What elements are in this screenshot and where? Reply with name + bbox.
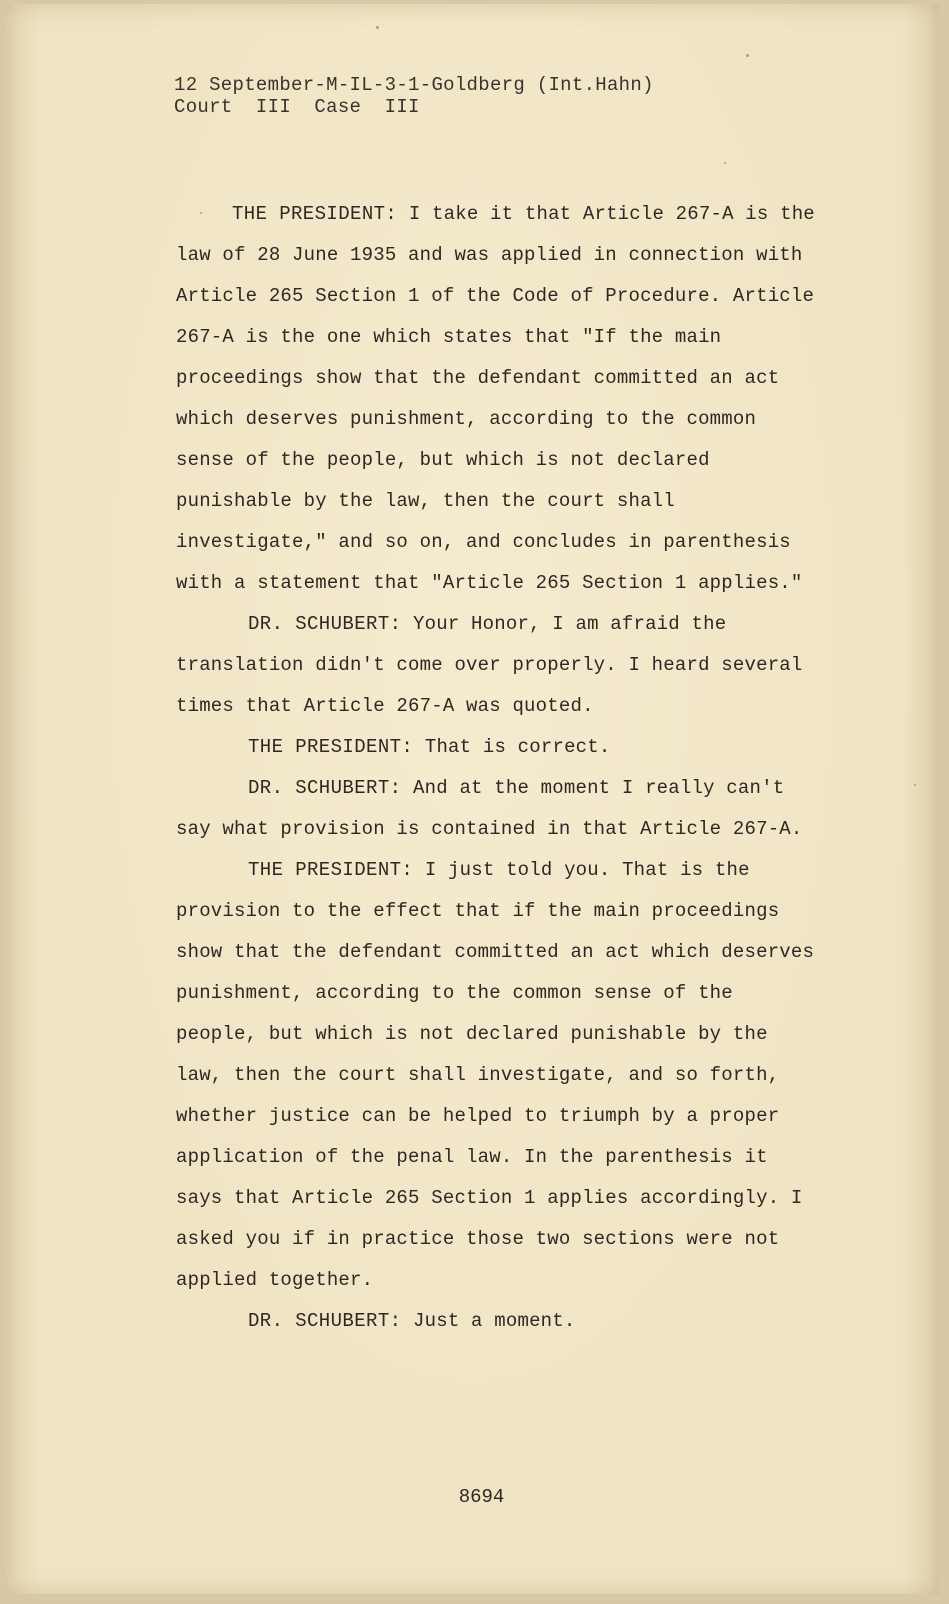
header-court-line: Court III Case III [174, 96, 420, 118]
speaker-label: DR. SCHUBERT: [248, 777, 402, 799]
transcript-page [4, 4, 939, 1594]
paragraph-president-2 [176, 727, 816, 768]
paragraph-text: Just a moment. [413, 1310, 576, 1332]
paragraph-schubert-1 [176, 604, 816, 727]
document-header [174, 74, 654, 118]
page-number: 8694 [458, 1486, 505, 1508]
speaker-label: DR. SCHUBERT: [248, 1310, 402, 1332]
paragraph-text: And at the moment I really can't say what provision is contained in that Article 267-A. [176, 777, 803, 840]
speaker-label: THE PRESIDENT: [248, 859, 414, 881]
speaker-label: DR. SCHUBERT: [248, 613, 402, 635]
paragraph-schubert-3 [176, 1301, 816, 1342]
paragraph-text: That is correct. [424, 736, 611, 758]
paper-speck [746, 54, 749, 57]
paragraph-president-1 [176, 194, 816, 604]
paragraph-text: I take it that Article 267-A is the law of 28 June 1935 and was applied in connection with Article 265 Section 1 of the Code of Procedure. Article 267-A is the one which states that "If the main proceedings show that the defendant committed an act which deserves punishment, according to the common sense of the people, but which is not declared punishable by the law, then the court shall investigate," and so on, and concludes in parenthesis with a statement that "Article 265 Section 1 applies." [176, 203, 815, 594]
speaker-label: THE PRESIDENT: [248, 736, 414, 758]
transcript-body [176, 194, 816, 1342]
paragraph-schubert-2 [176, 768, 816, 850]
paragraph-text: I just told you. That is the provision to the effect that if the main proceedings show that the defendant committed an act which deserves punishment, according to the common sense of the people, but which is not declared punishable by the law, then the court shall investigate, and so forth, whether justice can be helped to triumph by a proper application of the penal law. In the parenthesis it says that Article 265 Section 1 applies accordingly. I asked you if in practice those two sections were not applied together. [176, 859, 815, 1291]
paper-speck [200, 212, 202, 214]
header-session-line: 12 September-M-IL-3-1-Goldberg (Int.Hahn) [174, 74, 654, 96]
paragraph-text: Your Honor, I am afraid the translation didn't come over properly. I heard several times that Article 267-A was quoted. [176, 613, 803, 717]
speaker-label: THE PRESIDENT: [232, 203, 398, 225]
paragraph-president-3 [176, 850, 816, 1301]
paper-speck [724, 162, 726, 164]
paper-speck [914, 784, 916, 786]
paper-speck [376, 26, 379, 29]
